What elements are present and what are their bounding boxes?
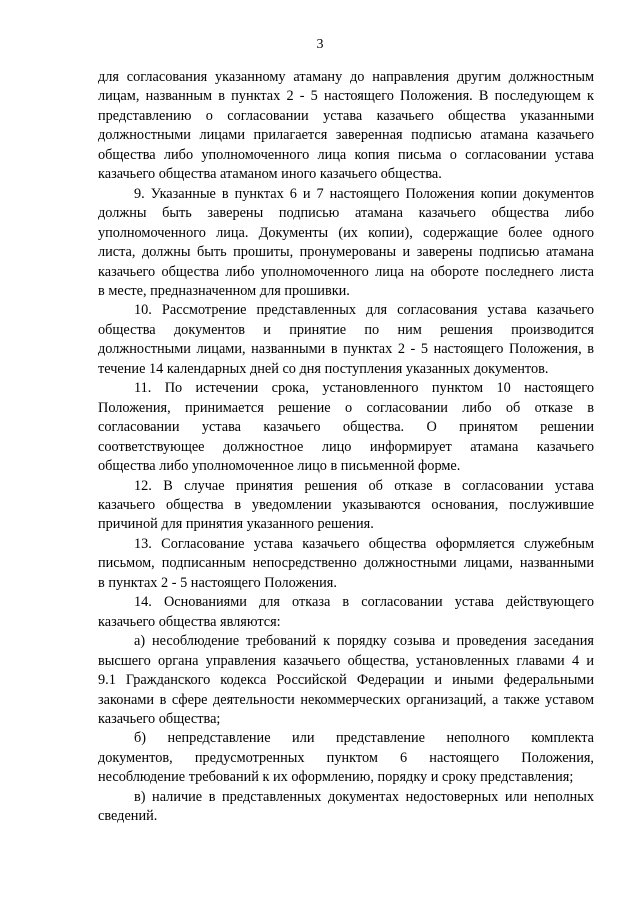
text-line: для согласования указанному атаману до направления другим должностным [98,69,594,85]
text-line: Положения, принимается решение о согласовании либо об отказе в [98,399,594,416]
paragraph-14v [98,788,594,827]
paragraph-14a [98,632,594,729]
text-line: письмом, подписанным непосредственно должностными лицами, названными [98,555,594,572]
paragraph-9 [98,185,594,302]
text-line: 13. Согласование устава казачьего общества оформляется служебным [134,535,594,552]
text-line: 10. Рассмотрение представленных для согласования устава казачьего [134,302,594,319]
paragraph-12 [98,477,594,535]
text-line: 11. По истечении срока, установленного пунктом 10 настоящего [134,380,594,397]
text-line: течение 14 календарных дней со дня поступления указанных документов. [98,360,549,377]
text-line: казачьего общества; [98,710,221,727]
text-line: в) наличие в представленных документах недостоверных или неполных [134,788,594,805]
text-line: 9.1 Гражданского кодекса Российской Федерации и иными федеральными [98,672,594,689]
text-line: несоблюдение требований к их оформлению, порядку и сроку представления; [98,769,574,786]
text-line: соответствующее должностное лицо информирует атамана казачьего [98,438,594,455]
text-line: казачьего общества либо уполномоченного лица на обороте последнего листа [98,263,594,280]
text-line: б) непредставление или представление неполного комплекта [134,730,594,747]
text-line: уполномоченного лица. Документы (их копии), содержащие более одного [98,224,594,241]
text-line: документов, предусмотренных пунктом 6 настоящего Положения, [98,749,594,766]
text-line: казачьего общества в уведомлении указываются основания, послужившие [98,496,594,513]
paragraph-continuation [98,68,594,185]
text-line: казачьего общества атаманом иного казачьего общества. [98,166,442,183]
text-line: общества либо уполномоченного лица копия письма о согласовании устава [98,146,594,163]
text-line: законами в сфере деятельности некоммерческих организаций, а также уставом [98,691,594,708]
text-line: должностными лицами, названными в пунктах 2 - 5 настоящего Положения, в [98,341,594,358]
text-line: 12. В случае принятия решения об отказе в согласовании устава [134,477,594,494]
text-line: должны быть заверены подписью атамана казачьего общества либо [98,205,594,222]
text-line: общества документов и принятие по ним решения производится [98,321,594,338]
text-line: 14. Основаниями для отказа в согласовании устава действующего [134,594,594,611]
text-line: представлению о согласовании устава казачьего общества указанными [98,107,594,124]
text-line: в пунктах 2 - 5 настоящего Положения. [98,574,337,591]
text-line: 9. Указанные в пунктах 6 и 7 настоящего Положения копии документов [134,185,594,202]
text-line: причиной для принятия указанного решения. [98,516,374,533]
text-line: сведений. [98,808,158,825]
text-line: а) несоблюдение требований к порядку созыва и проведения заседания [134,633,594,650]
paragraph-11 [98,379,594,476]
paragraph-14 [98,593,594,632]
text-line: высшего органа управления казачьего общества, установленных главами 4 и [98,652,594,669]
text-line: в месте, предназначенном для прошивки. [98,282,350,299]
text-line: казачьего общества являются: [98,613,281,630]
text-line: должностными лицами прилагается заверенная подписью атамана казачьего [98,127,594,144]
document-body [98,68,594,827]
paragraph-13 [98,535,594,593]
text-line: лицам, названным в пунктах 2 - 5 настоящего Положения. В последующем к [98,88,594,105]
paragraph-14b [98,729,594,787]
page-number: 3 [316,37,324,52]
text-line: согласовании устава казачьего общества. О принятом решении [98,419,594,436]
text-line: листа, должны быть прошиты, пронумерованы и заверены подписью атамана [98,244,594,261]
paragraph-10 [98,301,594,379]
text-line: общества либо уполномоченное лицо в письменной форме. [98,458,461,475]
